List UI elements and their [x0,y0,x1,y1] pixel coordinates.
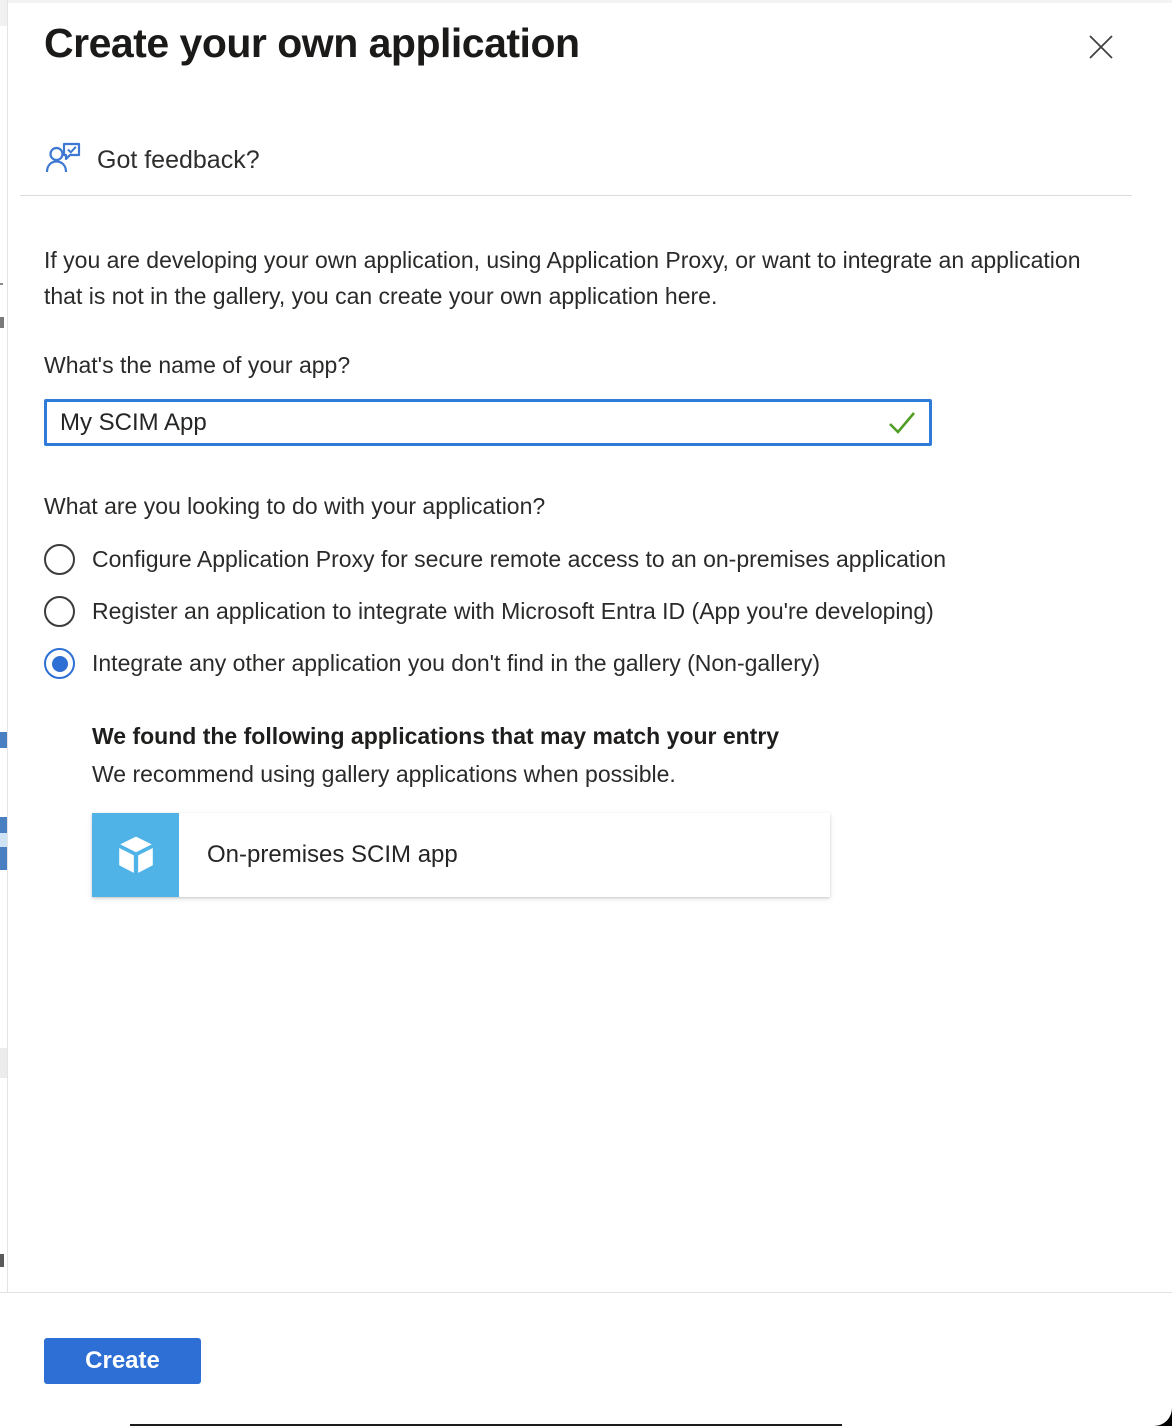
valid-checkmark-icon [887,410,917,436]
create-button[interactable]: Create [44,1338,201,1384]
background-artifact [0,1254,4,1267]
intro-text: If you are developing your own application, using Application Proxy, or want to integrate an application that is not in the gallery, you can create your own application here. [44,247,1081,309]
background-artifact [0,1048,8,1078]
suggestions-section [92,723,1172,897]
feedback-icon [44,139,82,182]
app-name-field [44,399,932,446]
option-non-gallery[interactable] [44,648,1172,679]
app-name-input[interactable] [60,402,887,443]
app-name-question: What's the name of your app? [44,352,351,378]
option-label: Configure Application Proxy for secure remote access to an on-premises application [92,546,946,572]
purpose-options [44,544,1172,679]
got-feedback-link[interactable] [44,140,1172,180]
feedback-label: Got feedback? [97,145,260,174]
page-title: Create your own application [44,20,580,66]
panel-footer [0,1292,1172,1426]
option-application-proxy[interactable] [44,544,1172,575]
cube-icon [92,813,179,897]
radio-icon [44,648,75,679]
header-divider [20,195,1132,196]
radio-icon [44,596,75,627]
option-register-application[interactable] [44,596,1172,627]
radio-icon [44,544,75,575]
purpose-question: What are you looking to do with your application? [44,493,546,519]
option-label: Integrate any other application you don't find in the gallery (Non-gallery) [92,650,821,676]
suggested-app-card[interactable] [92,813,830,897]
option-label: Register an application to integrate with Microsoft Entra ID (App you're developing) [92,598,934,624]
suggested-app-name: On-premises SCIM app [207,841,458,868]
suggestions-subheading: We recommend using gallery applications when possible. [92,761,676,787]
suggestions-heading: We found the following applications that may match your entry [92,723,780,749]
